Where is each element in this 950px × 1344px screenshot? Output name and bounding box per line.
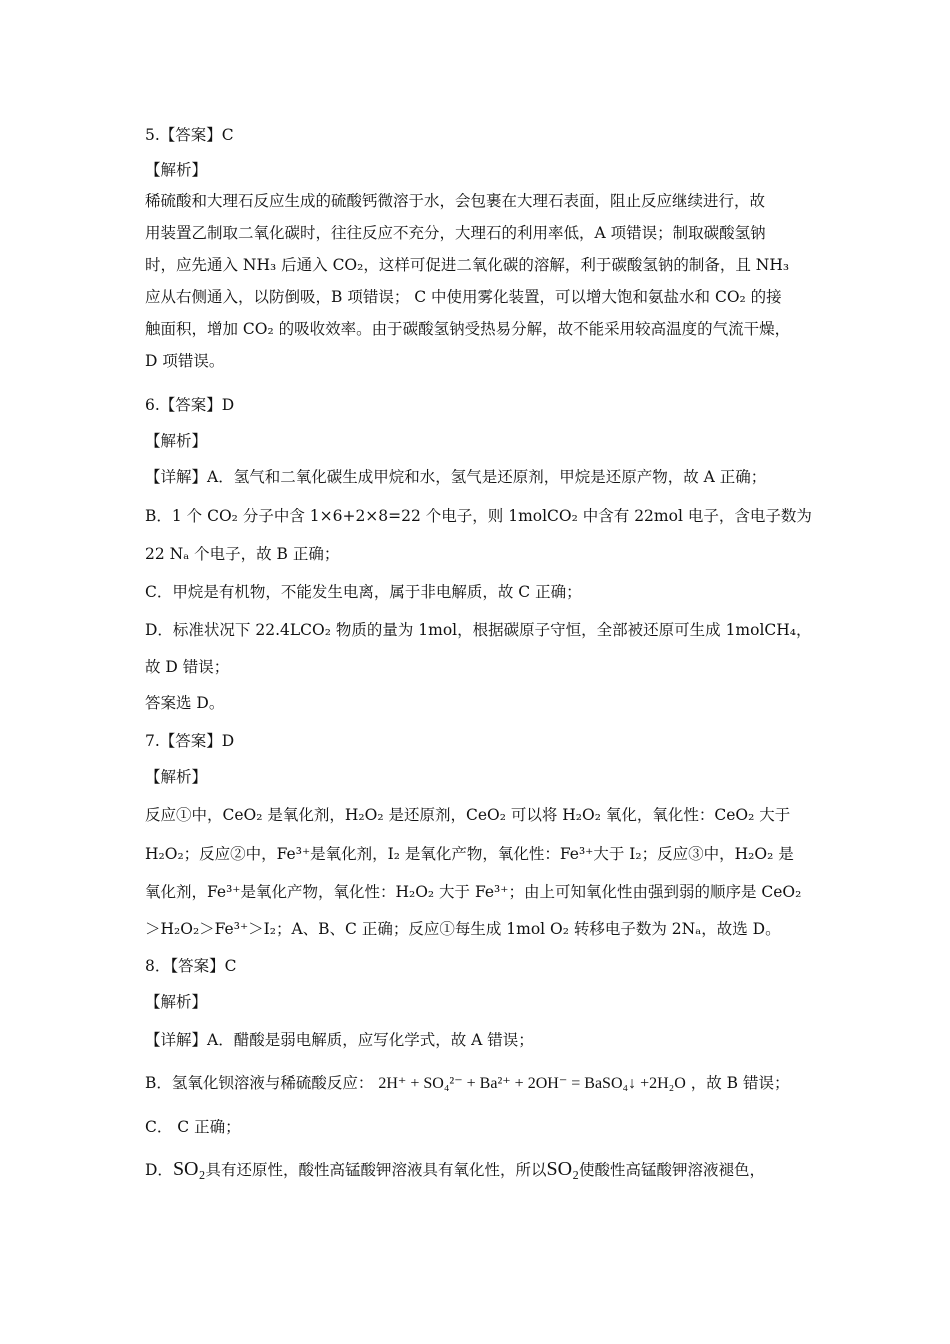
q8-analysis-heading: 【解析】: [145, 993, 208, 1011]
q6-answer: 6.【答案】D: [145, 396, 235, 414]
q6-line-2: B．1 个 CO₂ 分子中含 1×6+2×8=22 个电子，则 1molCO₂ 中含有 22mol 电子，含电子数为: [145, 507, 812, 525]
q6-line-4: C．甲烷是有机物，不能发生电离，属于非电解质，故 C 正确；: [145, 583, 582, 601]
q5-line-3: 时，应先通入 NH₃ 后通入 CO₂，这样可促进二氧化碳的溶解，利于碳酸氢钠的制备，且 NH₃: [145, 256, 790, 274]
q8-line-a: 【详解】A．醋酸是弱电解质，应写化学式，故 A 错误；: [145, 1031, 534, 1049]
q8-line-d: [145, 1158, 765, 1181]
q8-line-b-text: B．氢氧化钡溶液与稀硫酸反应：: [145, 1074, 374, 1092]
q7-line-2: H₂O₂；反应②中，Fe³⁺是氧化剂，I₂ 是氧化产物，氧化性：Fe³⁺大于 I₂；反应③中，H₂O₂ 是: [145, 845, 794, 863]
q5-answer: 5.【答案】C: [145, 126, 234, 144]
so2-formula: SO₂: [172, 1158, 206, 1180]
q7-analysis-heading: 【解析】: [145, 768, 208, 786]
q5-line-6: D 项错误。: [145, 352, 225, 370]
q6-line-6: 故 D 错误；: [145, 658, 230, 676]
q5-line-5: 触面积，增加 CO₂ 的吸收效率。由于碳酸氢钠受热易分解，故不能采用较高温度的气流干燥，: [145, 320, 791, 338]
q6-analysis-heading: 【解析】: [145, 432, 208, 450]
q5-analysis-heading: 【解析】: [145, 161, 208, 179]
q7-answer: 7.【答案】D: [145, 732, 235, 750]
q8-line-b: [145, 1072, 789, 1095]
q7-line-3: 氧化剂，Fe³⁺是氧化产物，氧化性：H₂O₂ 大于 Fe³⁺；由上可知氧化性由强到弱的顺序是 CeO₂: [145, 883, 802, 901]
q6-line-7: 答案选 D。: [145, 694, 225, 712]
q5-line-2: 用装置乙制取二氧化碳时，往往反应不充分，大理石的利用率低，A 项错误；制取碳酸氢钠: [145, 224, 766, 242]
q8-line-b-tail: ，故 B 错误；: [690, 1074, 790, 1092]
q6-line-1: 【详解】A．氢气和二氧化碳生成甲烷和水，氢气是还原剂，甲烷是还原产物，故 A 正确；: [145, 468, 767, 486]
q5-line-4: 应从右侧通入，以防倒吸，B 项错误； C 中使用雾化装置，可以增大饱和氨盐水和 CO₂ 的接: [145, 288, 782, 306]
q8-line-d-middle: 具有还原性，酸性高锰酸钾溶液具有氧化性，所以: [205, 1161, 547, 1179]
q6-line-5: D．标准状况下 22.4LCO₂ 物质的量为 1mol，根据碳原子守恒，全部被还原可生成 1molCH₄，: [145, 621, 812, 639]
q8-ionic-equation: 2H⁺ + SO₄²⁻ + Ba²⁺ + 2OH⁻ = BaSO₄↓ +2H₂O: [378, 1075, 686, 1092]
q8-line-d-end: 使酸性高锰酸钾溶液褪色，: [579, 1161, 766, 1179]
q5-line-1: 稀硫酸和大理石反应生成的硫酸钙微溶于水，会包裹在大理石表面，阻止反应继续进行，故: [145, 192, 766, 210]
q8-line-c: C． C 正确；: [145, 1118, 241, 1136]
q7-line-1: 反应①中，CeO₂ 是氧化剂，H₂O₂ 是还原剂，CeO₂ 可以将 H₂O₂ 氧化，氧化性：CeO₂ 大于: [145, 806, 791, 824]
q6-line-3: 22 Nₐ 个电子，故 B 正确；: [145, 545, 340, 563]
q8-line-d-prefix: D．: [145, 1161, 173, 1179]
so2-formula: SO₂: [546, 1158, 580, 1180]
q8-answer: 8．【答案】C: [145, 957, 237, 975]
q7-line-4: ＞H₂O₂＞Fe³⁺＞I₂；A、B、C 正确；反应①每生成 1mol O₂ 转移电子数为 2Nₐ，故选 D。: [145, 920, 781, 938]
